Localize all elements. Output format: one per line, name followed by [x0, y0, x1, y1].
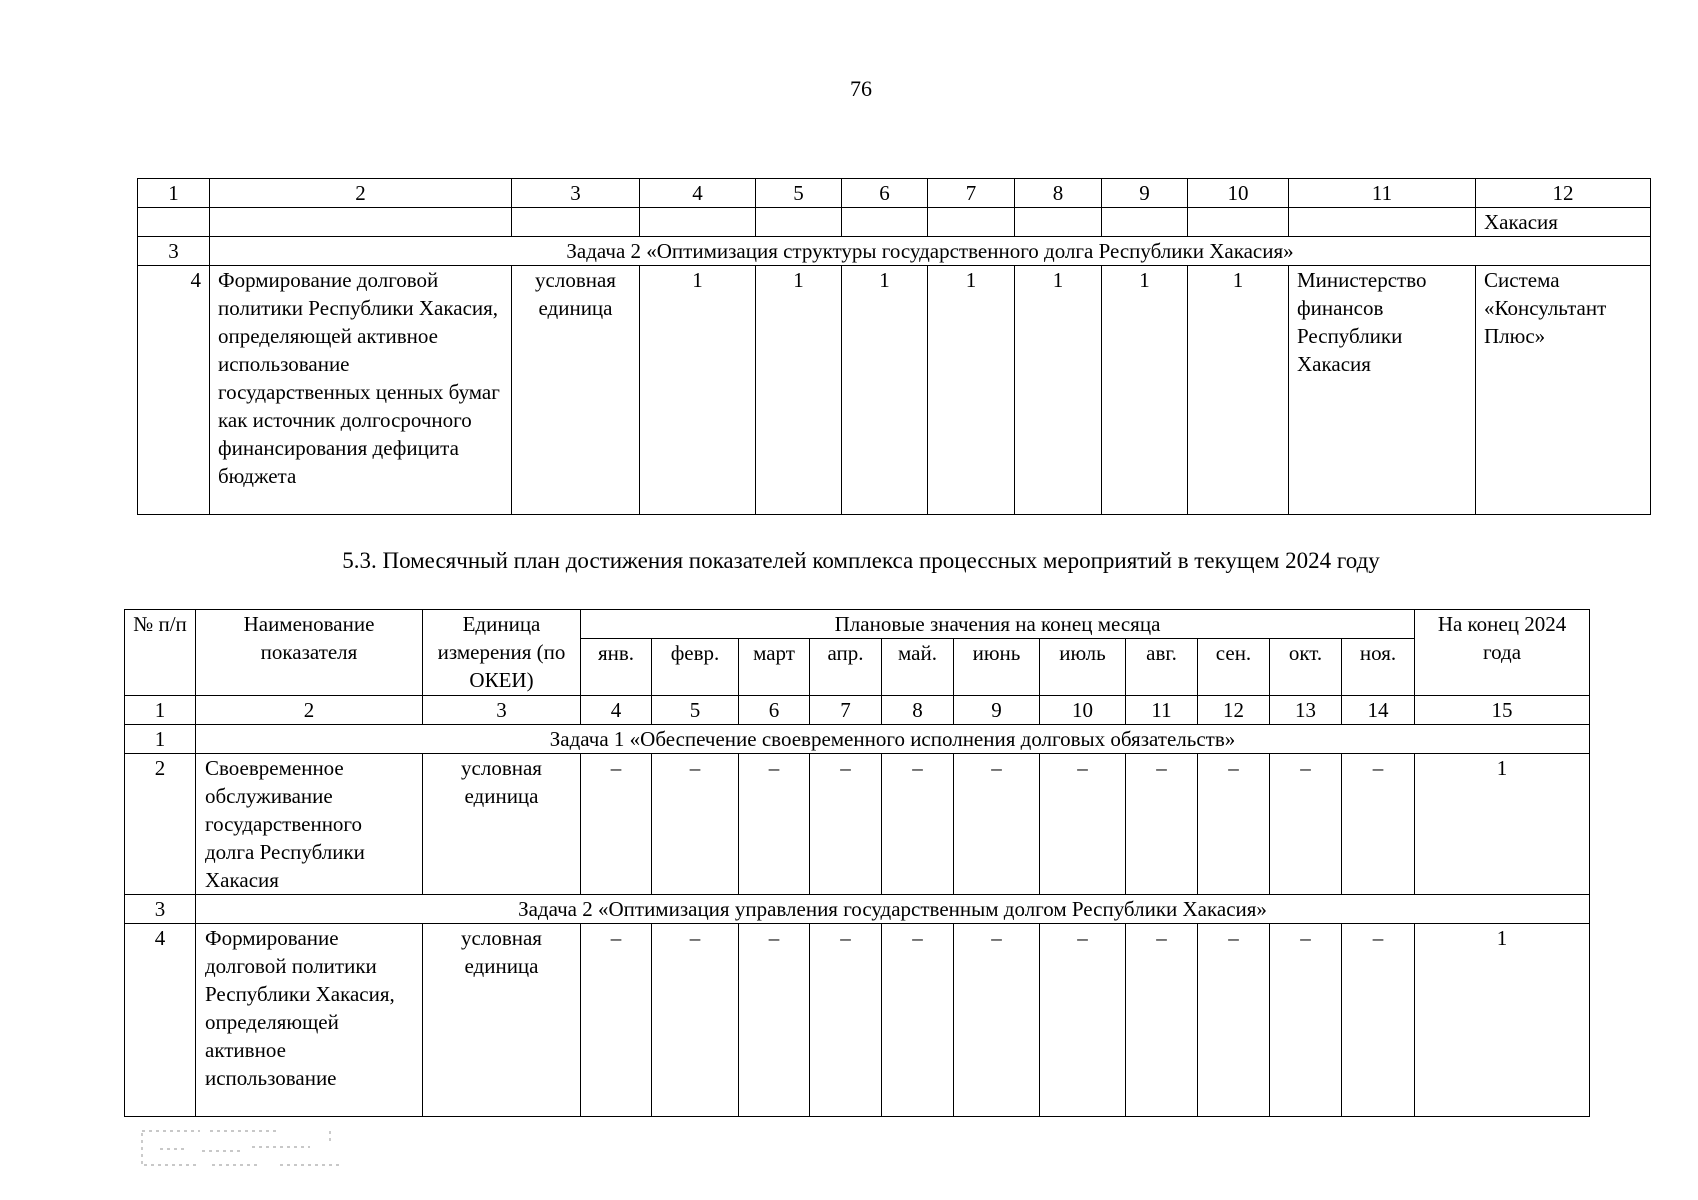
header-name: Наименование показателя [196, 610, 423, 696]
column-number: 10 [1040, 696, 1126, 725]
task-title: Задача 2 «Оптимизация структуры государственного долга Республики Хакасия» [210, 237, 1651, 266]
task-row [138, 237, 1651, 266]
column-number: 12 [1476, 179, 1651, 208]
responsible-cell: Министерство финансов Республики Хакасия [1289, 266, 1476, 515]
value-cell: 1 [1188, 266, 1289, 515]
column-number: 15 [1415, 696, 1590, 725]
column-number: 1 [125, 696, 196, 725]
unit-cell: условная единица [423, 924, 581, 1117]
month-value: – [1040, 754, 1126, 895]
value-cell: 1 [640, 266, 756, 515]
month-value: – [1270, 754, 1342, 895]
month-header: авг. [1126, 639, 1198, 696]
section-heading: 5.3. Помесячный план достижения показателей комплекса процессных мероприятий в текущем 2024 году [342, 548, 1380, 573]
task-title: Задача 1 «Обеспечение своевременного исполнения долговых обязательств» [196, 725, 1590, 754]
column-number: 11 [1126, 696, 1198, 725]
month-value: – [652, 924, 739, 1117]
year-end-value: 1 [1415, 754, 1590, 895]
indicator-name: Формирование долговой политики Республики Хакасия, определяющей активное использование [196, 924, 423, 1117]
month-value: – [810, 924, 882, 1117]
month-header: апр. [810, 639, 882, 696]
header-num: № п/п [125, 610, 196, 696]
column-number: 2 [196, 696, 423, 725]
monthly-plan-table [124, 609, 1590, 1117]
task-row [125, 895, 1590, 924]
column-number: 8 [882, 696, 954, 725]
indicator-name: Своевременное обслуживание государственного долга Республики Хакасия [196, 754, 423, 895]
column-number: 4 [640, 179, 756, 208]
month-header: сен. [1198, 639, 1270, 696]
value-cell: 1 [842, 266, 928, 515]
page-number: 76 [850, 76, 872, 101]
header-plan: Плановые значения на конец месяца [581, 610, 1415, 639]
month-value: – [581, 924, 652, 1117]
column-number: 11 [1289, 179, 1476, 208]
column-number: 8 [1015, 179, 1102, 208]
month-header: февр. [652, 639, 739, 696]
row-number: 2 [125, 754, 196, 895]
continuation-text: Хакасия [1476, 208, 1651, 237]
column-number: 5 [652, 696, 739, 725]
column-number: 7 [810, 696, 882, 725]
month-value: – [739, 924, 810, 1117]
indicator-row [125, 924, 1590, 1117]
month-header: окт. [1270, 639, 1342, 696]
unit-cell: условная единица [423, 754, 581, 895]
continuation-row [138, 208, 1651, 237]
column-number: 5 [756, 179, 842, 208]
row-number: 4 [125, 924, 196, 1117]
year-end-value: 1 [1415, 924, 1590, 1117]
month-value: – [954, 754, 1040, 895]
month-header: июнь [954, 639, 1040, 696]
row-number: 4 [138, 266, 210, 515]
month-value: – [810, 754, 882, 895]
column-number: 10 [1188, 179, 1289, 208]
column-number: 6 [739, 696, 810, 725]
month-value: – [1342, 754, 1415, 895]
column-number: 7 [928, 179, 1015, 208]
task-row [125, 725, 1590, 754]
indicator-row [138, 266, 1651, 515]
header-year-end: На конец 2024 года [1415, 610, 1590, 696]
header-row-1 [125, 610, 1590, 639]
month-header: май. [882, 639, 954, 696]
row-number: 1 [125, 725, 196, 754]
row-number: 3 [138, 237, 210, 266]
month-value: – [1040, 924, 1126, 1117]
column-number: 9 [954, 696, 1040, 725]
task-title: Задача 2 «Оптимизация управления государственным долгом Республики Хакасия» [196, 895, 1590, 924]
value-cell: 1 [1015, 266, 1102, 515]
indicator-row [125, 754, 1590, 895]
month-header: июль [1040, 639, 1126, 696]
month-value: – [1198, 924, 1270, 1117]
month-header: янв. [581, 639, 652, 696]
column-number: 12 [1198, 696, 1270, 725]
column-number: 3 [423, 696, 581, 725]
month-value: – [739, 754, 810, 895]
value-cell: 1 [756, 266, 842, 515]
month-value: – [954, 924, 1040, 1117]
column-number: 9 [1102, 179, 1188, 208]
row-number: 3 [125, 895, 196, 924]
month-value: – [1342, 924, 1415, 1117]
indicators-table-continued [137, 178, 1651, 515]
month-value: – [1270, 924, 1342, 1117]
month-value: – [1126, 924, 1198, 1117]
column-number-row [138, 179, 1651, 208]
header-unit: Единица измерения (по ОКЕИ) [423, 610, 581, 696]
indicator-name: Формирование долговой политики Республики Хакасия, определяющей активное использование государственных ценных бумаг как источник долгосрочного финансирования дефицита бюджета [210, 266, 512, 515]
column-number-row [125, 696, 1590, 725]
value-cell: 1 [928, 266, 1015, 515]
scan-artifact [140, 1125, 355, 1170]
month-header: март [739, 639, 810, 696]
system-cell: Система «Консультант Плюс» [1476, 266, 1651, 515]
column-number: 13 [1270, 696, 1342, 725]
column-number: 2 [210, 179, 512, 208]
column-number: 4 [581, 696, 652, 725]
month-value: – [882, 924, 954, 1117]
column-number: 6 [842, 179, 928, 208]
month-value: – [581, 754, 652, 895]
month-value: – [1126, 754, 1198, 895]
column-number: 1 [138, 179, 210, 208]
month-header: ноя. [1342, 639, 1415, 696]
unit-cell: условная единица [512, 266, 640, 515]
column-number: 3 [512, 179, 640, 208]
month-value: – [652, 754, 739, 895]
value-cell: 1 [1102, 266, 1188, 515]
month-value: – [1198, 754, 1270, 895]
month-value: – [882, 754, 954, 895]
column-number: 14 [1342, 696, 1415, 725]
